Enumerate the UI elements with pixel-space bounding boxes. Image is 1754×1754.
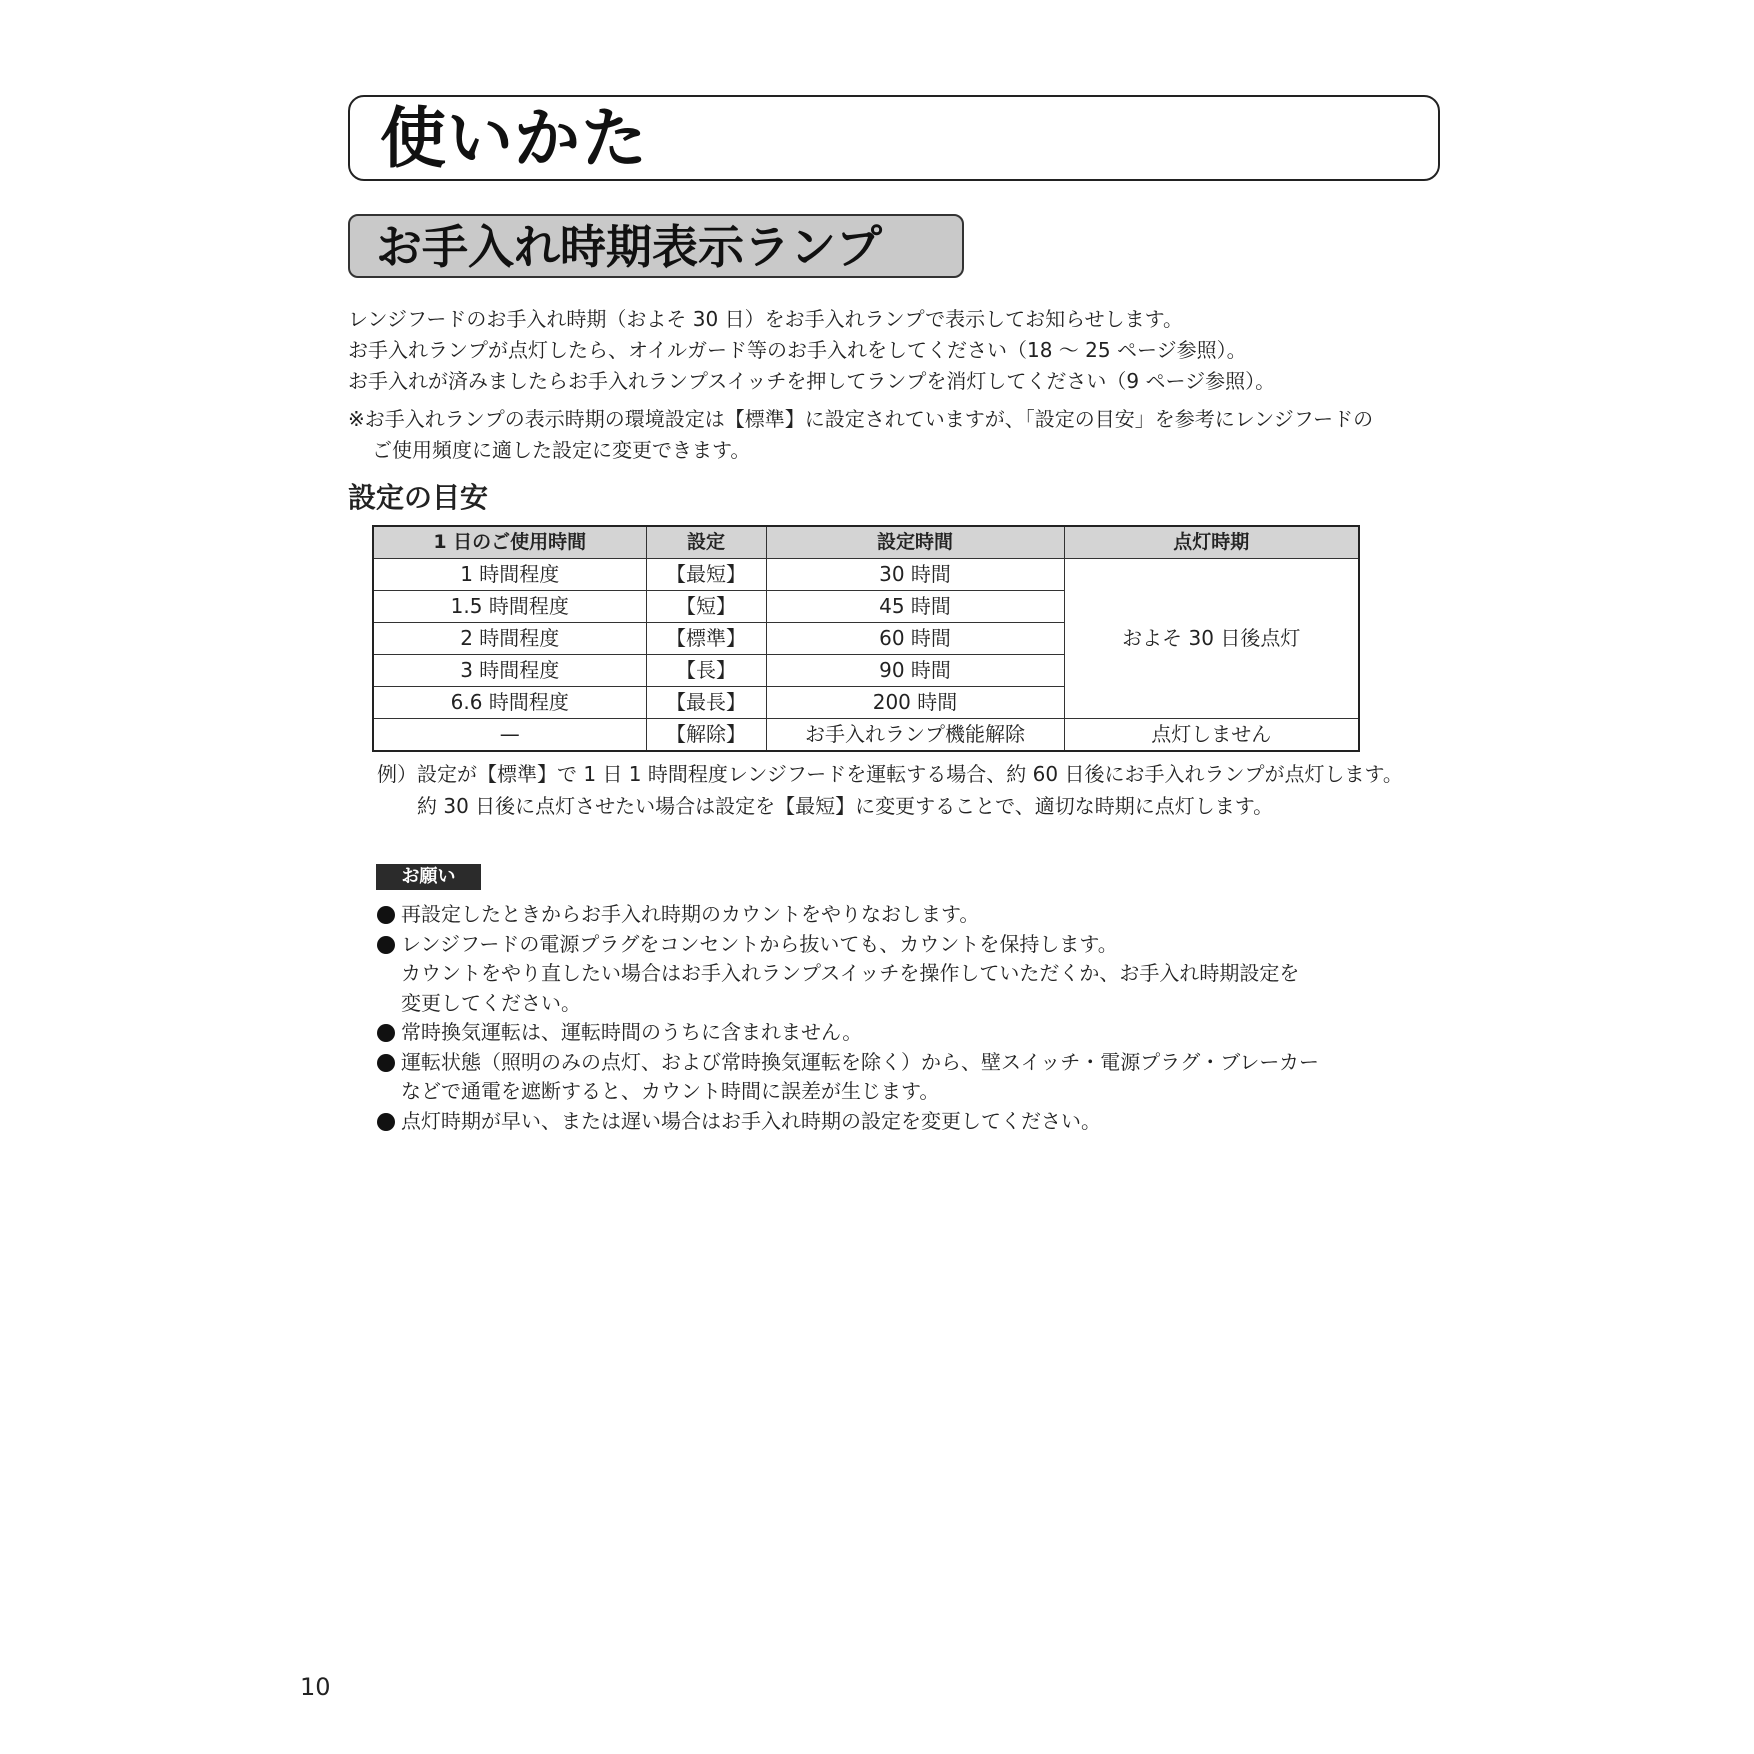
setting-time-cell: 90 時間 <box>766 655 1064 687</box>
setting-time-cell: 60 時間 <box>766 623 1064 655</box>
usage-time-cell: 2 時間程度 <box>373 623 646 655</box>
header-setting-time: 設定時間 <box>766 526 1064 559</box>
bullet-text: 変更してください。 <box>401 990 581 1015</box>
lighting-time-cell: 点灯しません <box>1064 719 1359 752</box>
table-row <box>373 719 1359 752</box>
usage-time-cell: 1.5 時間程度 <box>373 591 646 623</box>
header-setting: 設定 <box>646 526 766 559</box>
usage-time-cell: 6.6 時間程度 <box>373 687 646 719</box>
bullet-text: 常時換気運転は、運転時間のうちに含まれません。 <box>401 1020 863 1044</box>
settings-guide-heading: 設定の目安 <box>348 481 489 514</box>
setting-note <box>348 404 1458 466</box>
bullet-text: レンジフードの電源プラグをコンセントから抜いても、カウントを保持します。 <box>401 931 1118 956</box>
example-text <box>377 758 1457 822</box>
setting-cell: 【最長】 <box>646 687 766 719</box>
intro-text <box>348 304 1458 397</box>
bullet-icon <box>377 1024 395 1042</box>
bullet-icon <box>377 906 395 924</box>
list-item <box>377 1107 1377 1137</box>
header-lighting-time: 点灯時期 <box>1064 526 1359 559</box>
usage-time-cell: 3 時間程度 <box>373 655 646 687</box>
setting-cell: 【標準】 <box>646 623 766 655</box>
setting-time-cell: 30 時間 <box>766 559 1064 591</box>
request-label: お願い <box>376 864 481 890</box>
section-title: お手入れ時期表示ランプ <box>376 220 882 274</box>
setting-time-cell: 200 時間 <box>766 687 1064 719</box>
bullet-icon <box>377 1054 395 1072</box>
lighting-time-cell: およそ 30 日後点灯 <box>1064 559 1359 719</box>
bullet-text: などで通電を遮断すると、カウント時間に誤差が生じます。 <box>401 1079 940 1103</box>
bullet-text: 点灯時期が早い、または遅い場合はお手入れ時期の設定を変更してください。 <box>401 1108 1101 1133</box>
setting-cell: 【最短】 <box>646 559 766 591</box>
intro-line: お手入れが済みましたらお手入れランプスイッチを押してランプを消灯してください（9 ページ参照）。 <box>348 369 1276 393</box>
bullet-icon <box>377 936 395 954</box>
example-line: 約 30 日後に点灯させたい場合は設定を【最短】に変更することで、適切な時期に点灯します。 <box>417 794 1274 818</box>
bullet-text: 再設定したときからお手入れ時期のカウントをやりなおします。 <box>401 902 980 926</box>
header-usage-time: 1 日のご使用時間 <box>373 526 646 559</box>
intro-line: レンジフードのお手入れ時期（およそ 30 日）をお手入れランプで表示してお知らせします。 <box>348 307 1183 331</box>
table-header-row <box>373 526 1359 559</box>
list-item <box>377 1018 1377 1048</box>
example-line: 例）設定が【標準】で 1 日 1 時間程度レンジフードを運転する場合、約 60 日後にお手入れランプが点灯します。 <box>377 762 1403 786</box>
bullet-text: カウントをやり直したい場合はお手入れランプスイッチを操作していただくか、お手入れ時期設定を <box>401 961 1300 985</box>
note-line: ※お手入れランプの表示時期の環境設定は【標準】に設定されていますが、「設定の目安」を参考にレンジフードの <box>348 407 1374 431</box>
page-number: 10 <box>300 1673 331 1701</box>
intro-line: お手入れランプが点灯したら、オイルガード等のお手入れをしてください（18 ～ 25 ページ参照）。 <box>348 338 1247 362</box>
section-title-box <box>348 214 964 278</box>
settings-guide-table <box>372 525 1360 752</box>
note-line: ご使用頻度に適した設定に変更できます。 <box>372 438 751 462</box>
bullet-text: 運転状態（照明のみの点灯、および常時換気運転を除く）から、壁スイッチ・電源プラグ・ブレーカー <box>401 1049 1319 1074</box>
list-item <box>377 930 1377 1019</box>
usage-time-cell: 1 時間程度 <box>373 559 646 591</box>
table-row <box>373 559 1359 591</box>
page-title: 使いかた <box>380 100 648 177</box>
setting-time-cell: 45 時間 <box>766 591 1064 623</box>
page-title-box <box>348 95 1440 181</box>
usage-time-cell: — <box>373 719 646 752</box>
setting-time-cell: お手入れランプ機能解除 <box>766 719 1064 752</box>
setting-cell: 【解除】 <box>646 719 766 752</box>
list-item <box>377 900 1377 930</box>
list-item <box>377 1048 1377 1107</box>
request-bullet-list <box>377 900 1377 1136</box>
setting-cell: 【短】 <box>646 591 766 623</box>
setting-cell: 【長】 <box>646 655 766 687</box>
bullet-icon <box>377 1113 395 1131</box>
